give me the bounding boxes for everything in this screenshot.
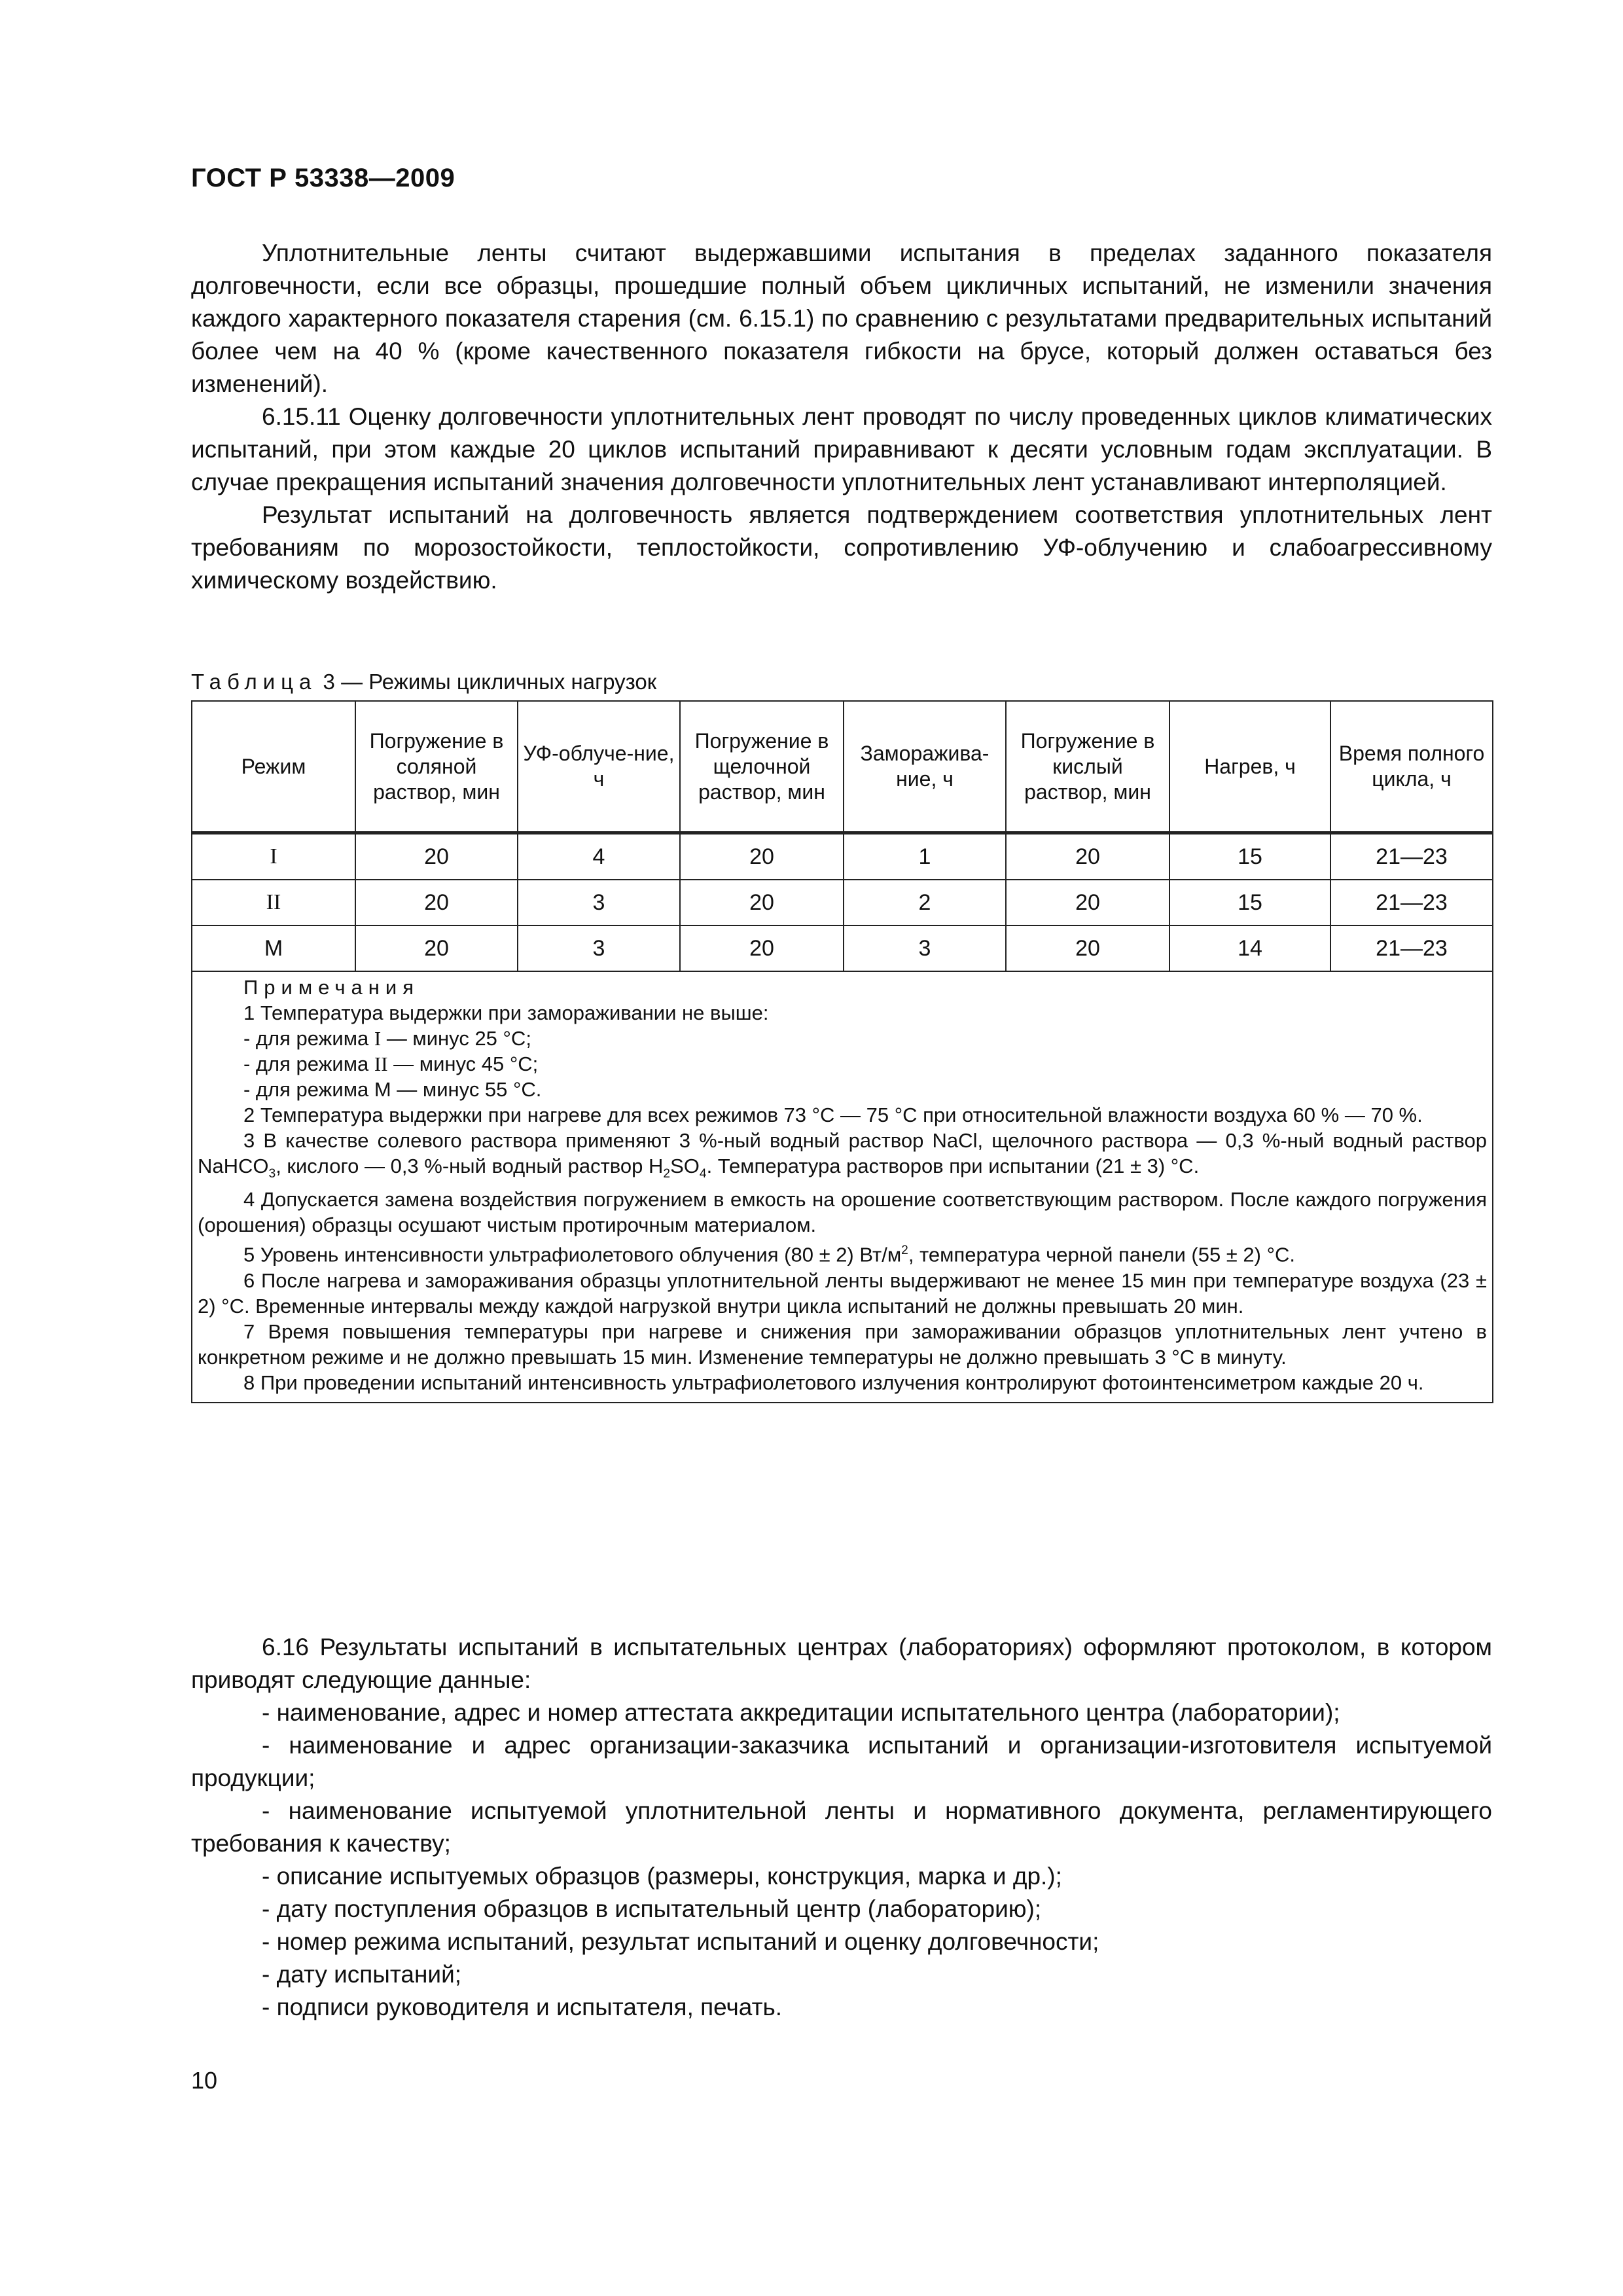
table-cell: 14 [1169,925,1330,971]
table-cell: 20 [355,833,518,880]
mode-number: I [374,1027,382,1050]
note-4: 4 Допускается замена воздействия погружением в емкость на орошение соответствующим раствором. После каждого погружения (орошения) образцы осушают чистым протирочным материалом. [198,1188,1487,1237]
note-text: — минус 25 °С; [381,1027,531,1050]
paragraph: Результат испытаний на долговечность является подтверждением соответствия уплотнительных лент требованиям по морозостойкости, теплостойкости, сопротивлению УФ-облучению и слабоагрессивному химическому воздействию. [191,501,1492,594]
list-item: - описание испытуемых образцов (размеры, конструкция, марка и др.); [262,1863,1062,1890]
table-cell: 1 [844,833,1006,880]
body-text-section-1 [191,237,1492,597]
list-item: - дату поступления образцов в испытательный центр (лабораторию); [262,1895,1042,1922]
list-item: - наименование, адрес и номер аттестата аккредитации испытательного центра (лаборатории); [262,1699,1340,1726]
table-row [192,833,1493,880]
table-notes [192,971,1493,1403]
table-cell: 21—23 [1330,880,1493,925]
note-1-mode-1 [198,1026,1487,1051]
table-caption [191,669,656,695]
column-header: УФ-облуче-ние, ч [518,701,680,833]
table-caption-word: Таблица [191,670,317,694]
table-cell: I [192,833,355,880]
table-cell: М [192,925,355,971]
note-text: — минус 45 °С; [387,1052,539,1075]
table-cell: 20 [1006,833,1169,880]
paragraph: Уплотнительные ленты считают выдержавшими испытания в пределах заданного показателя долговечности, если все образцы, прошедшие полный объем цикличных испытаний, не изменили значения каждого характерного показателя старения (см. 6.15.1) по сравнению с результатами предварительных испытаний более чем на 40 % (кроме качественного показателя гибкости на брусе, который должен оставаться без изменений). [191,240,1492,397]
list-item: - наименование испытуемой уплотнительной ленты и нормативного документа, регламентирующего требования к качеству; [191,1797,1492,1857]
document-header: ГОСТ Р 53338—2009 [191,164,455,192]
note-text: , кислого — 0,3 %-ный водный раствор H [276,1155,664,1177]
list-item: - наименование и адрес организации-заказчика испытаний и организации-изготовителя испытуемой продукции; [191,1732,1492,1791]
note-text: - для режима [243,1052,374,1075]
table-cell: 15 [1169,880,1330,925]
note-1-mode-m: - для режима М — минус 55 °С. [243,1078,542,1101]
paragraph: 6.15.11 Оценку долговечности уплотнительных лент проводят по числу проведенных циклов климатических испытаний, при этом каждые 20 циклов испытаний приравнивают к десяти условным годам эксплуатации. В случае прекращения испытаний значения долговечности уплотнительных лент устанавливают интерполяцией. [191,403,1492,495]
column-header: Нагрев, ч [1169,701,1330,833]
table-cell: 4 [518,833,680,880]
note-text: SO [670,1155,700,1177]
table-cell: 20 [355,880,518,925]
column-header: Время полного цикла, ч [1330,701,1493,833]
cyclic-loads-table [191,700,1493,1403]
mode-number: II [374,1052,388,1075]
notes-title: Примечания [243,976,419,999]
body-text-section-2 [191,1631,1492,2024]
table-cell: 20 [680,880,844,925]
superscript: 2 [901,1244,908,1258]
table-cell: 20 [1006,880,1169,925]
subscript: 3 [268,1167,276,1181]
table-cell: 3 [844,925,1006,971]
table-caption-title: 3 — Режимы цикличных нагрузок [317,670,657,694]
paragraph: 6.16 Результаты испытаний в испытательных центрах (лабораториях) оформляют протоколом, в котором приводят следующие данные: [191,1634,1492,1693]
table-cell: 20 [680,925,844,971]
note-text: 5 Уровень интенсивности ультрафиолетового облучения (80 ± 2) Вт/м [243,1243,902,1266]
page-number: 10 [191,2067,218,2094]
table-cell: 2 [844,880,1006,925]
table-cell: 15 [1169,833,1330,880]
column-header: Погружение в щелочной раствор, мин [680,701,844,833]
table-cell: 21—23 [1330,925,1493,971]
note-text: , температура черной панели (55 ± 2) °С. [908,1243,1295,1266]
column-header: Погружение в кислый раствор, мин [1006,701,1169,833]
note-text: . Температура растворов при испытании (21 ± 3) °С. [706,1155,1200,1177]
subscript: 2 [663,1167,671,1181]
subscript: 4 [699,1167,707,1181]
note-6: 6 После нагрева и замораживания образцы уплотнительной ленты выдерживают не менее 15 мин при температуре воздуха (23 ± 2) °С. Временные интервалы между каждой нагрузкой внутри цикла испытаний не должны превышать 20 мин. [198,1268,1487,1318]
table-cell: 3 [518,880,680,925]
table-cell: II [192,880,355,925]
note-8: 8 При проведении испытаний интенсивность ультрафиолетового излучения контролируют фотоинтенсиметром каждые 20 ч. [243,1371,1424,1394]
table-header-row [192,701,1493,833]
note-1-mode-2 [198,1051,1487,1077]
note-5 [198,1238,1487,1267]
table-cell: 20 [355,925,518,971]
note-text: - для режима [243,1027,374,1050]
note-text: 3 В качестве солевого раствора применяют 3 %-ный водный раствор NaCl, щелочного раствора — 0,3 %-ный водный раствор NaHCO [198,1129,1487,1177]
column-header: Заморажива-ние, ч [844,701,1006,833]
table-cell: 20 [1006,925,1169,971]
column-header: Режим [192,701,355,833]
list-item: - подписи руководителя и испытателя, печать. [262,1994,783,2020]
column-header: Погружение в соляной раствор, мин [355,701,518,833]
list-item: - номер режима испытаний, результат испытаний и оценку долговечности; [262,1928,1099,1955]
table-row [192,925,1493,971]
table-cell: 20 [680,833,844,880]
note-3 [198,1128,1487,1187]
table-cell: 3 [518,925,680,971]
table-row [192,880,1493,925]
note-2: 2 Температура выдержки при нагреве для всех режимов 73 °С — 75 °С при относительной влажности воздуха 60 % — 70 %. [243,1103,1423,1126]
table-cell: 21—23 [1330,833,1493,880]
table-notes-row [192,971,1493,1403]
list-item: - дату испытаний; [262,1961,462,1988]
note-1: 1 Температура выдержки при замораживании не выше: [243,1001,769,1024]
note-7: 7 Время повышения температуры при нагреве и снижения при замораживании образцов уплотнительных лент учтено в конкретном режиме и не должно превышать 15 мин. Изменение температуры не должно превышать 3 °С в минуту. [198,1319,1487,1369]
